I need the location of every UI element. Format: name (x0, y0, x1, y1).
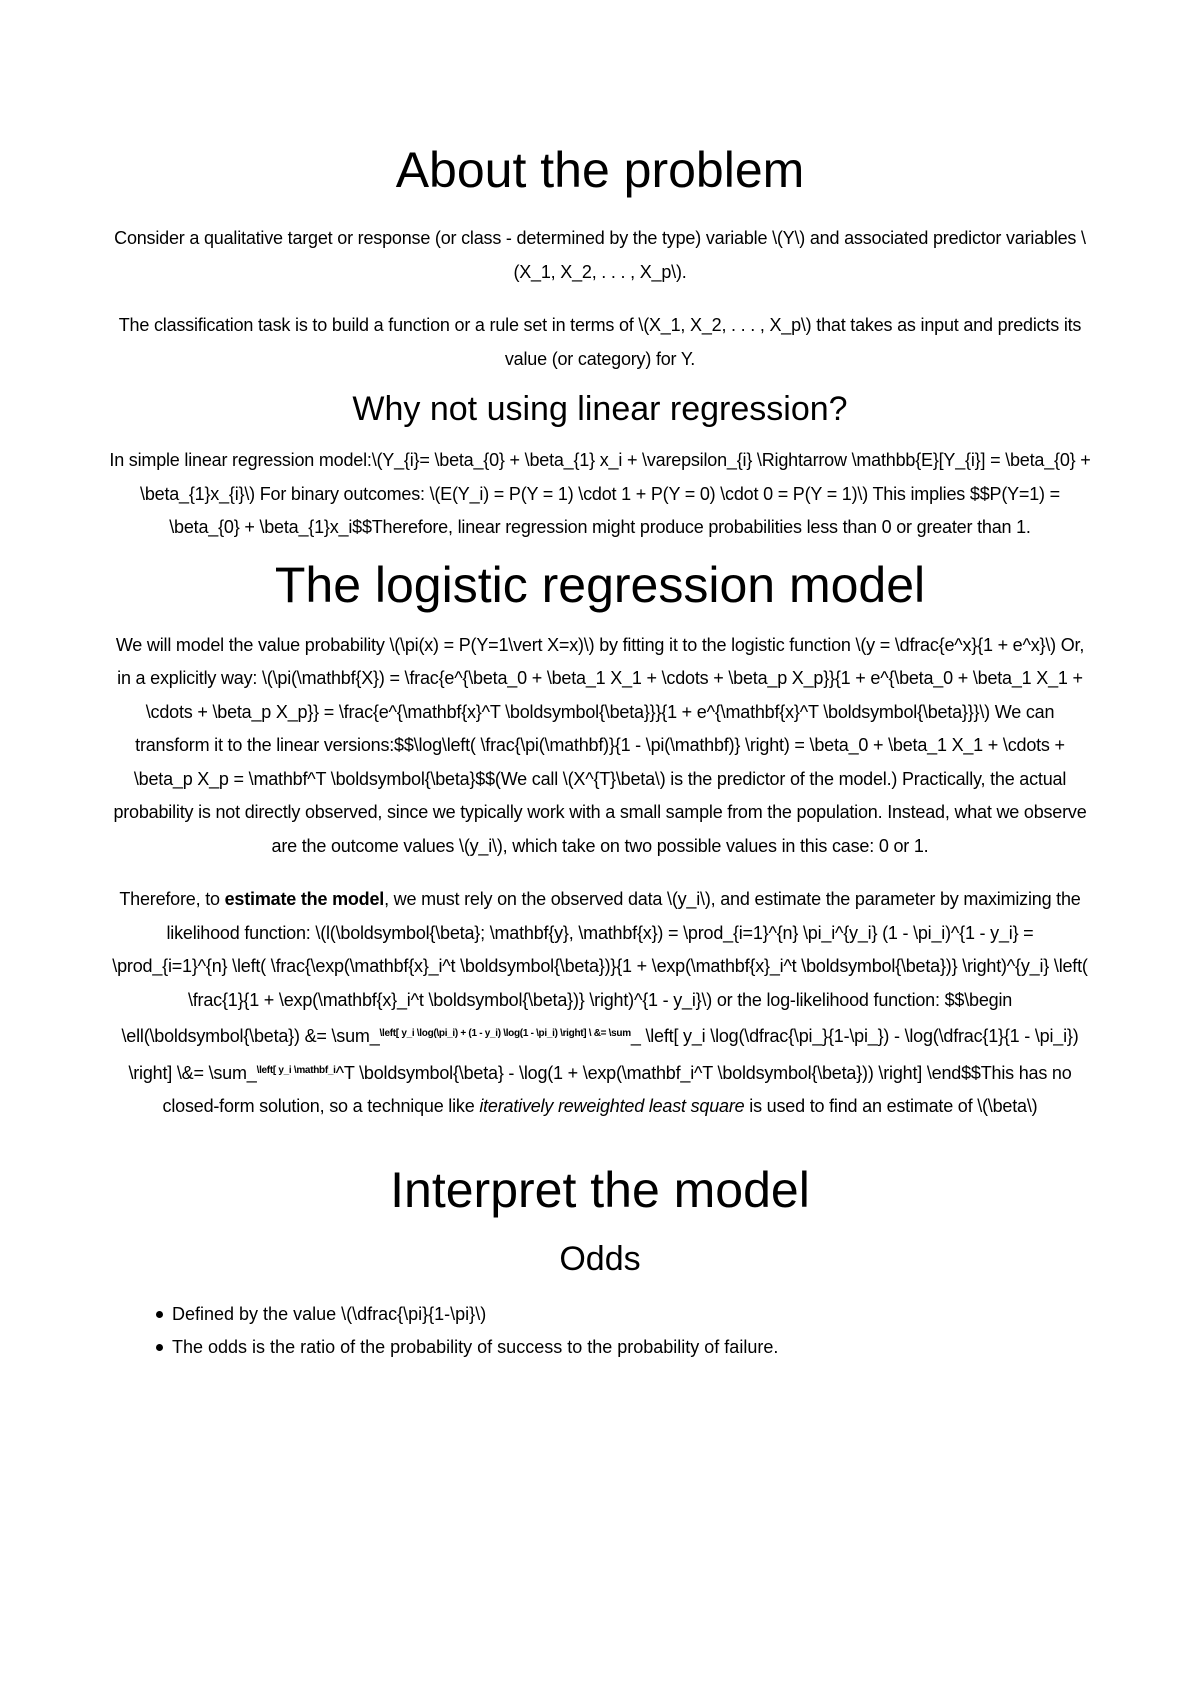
section-title-why-not: Why not using linear regression? (352, 390, 848, 428)
p2-text-after: is used to find an estimate of \(\beta\) (744, 1096, 1038, 1116)
odds-item-1: Defined by the value \(\dfrac{\pi}{1-\pi}\) (172, 1303, 487, 1324)
odds-item-2: The odds is the ratio of the probability of success to the probability of failure. (172, 1337, 779, 1357)
p2-text-c: ^T \boldsymbol{\beta} - \log(1 + \exp(\mathbf_i^T \boldsymbol{\beta})) \right] \end$$This has no closed-form solution, so a technique like (162, 1062, 1072, 1116)
p2-text-before: Therefore, to (119, 889, 225, 909)
logistic-paragraph-2 (108, 883, 1092, 1124)
p2-bold-text: estimate the model (224, 889, 385, 909)
odds-list (108, 1298, 1092, 1365)
section-title-interpret: Interpret the model (390, 1161, 810, 1218)
bullet-icon (156, 1311, 163, 1318)
p2-text-a: , we must rely on the observed data \(y_i\), and estimate the parameter by maximizing the likelihood function: \(l(\boldsymbol{\beta}; \mathbf{y}, \mathbf{x}) = \prod_{i=1}^{n} \pi_i^{y_i} (1 - \pi_i)^{1 - y_i} = \prod_{i=1}^{n} \left( \frac{\exp(\mathbf{x}_i^t \boldsymbol{\beta})}{1 + \exp(\mathbf{x}_i^t \boldsymbol{\beta})} \right)^{y_i} \left( \frac{1}{1 + \exp(\mathbf{x}_i^t \boldsymbol{\beta})} \right)^{1 - y_i}\) or the log-likelihood function: $$\begin \ell(\boldsymbol{\beta}) &= \sum_ (112, 889, 1088, 1046)
p2-text-b: _ \left[ y_i \log(\dfrac{\pi_}{1-\pi_}) - \log(\dfrac{1}{1 - \pi_i}) \right] \&= \sum_ (128, 1026, 1079, 1083)
why-not-paragraph: In simple linear regression model:\(Y_{i}= \beta_{0} + \beta_{1} x_i + \varepsilon_{i} \Rightarrow \mathbb{E}[Y_{i}] = \beta_{0} + \beta_{1}x_{i}\) For binary outcomes: \(E(Y_i) = P(Y = 1) \cdot 1 + P(Y = 0) \cdot 0 = P(Y = 1)\) This implies $$P(Y=1) = \beta_{0} + \beta_{1}x_i$$Therefore, linear regression might produce probabilities less than 0 or greater than 1. (109, 450, 1091, 537)
list-item (156, 1298, 1092, 1332)
section-title-about: About the problem (395, 142, 805, 198)
bullet-icon (156, 1344, 163, 1351)
p2-italic-text: iteratively reweighted least square (479, 1096, 745, 1116)
logistic-paragraph-1: We will model the value probability \(\pi(x) = P(Y=1\vert X=x)\) by fitting it to the logistic function \(y = \dfrac{e^x}{1 + e^x}\) Or, in a explicitly way: \(\pi(\mathbf{X}) = \frac{e^{\beta_0 + \beta_1 X_1 + \cdots + \beta_p X_p}}{1 + e^{\beta_0 + \beta_1 X_1 + \cdots + \beta_p X_p}} = \frac{e^{\mathbf{x}^T \boldsymbol{\beta}}}{1 + e^{\mathbf{x}^T \boldsymbol{\beta}}}\) We can transform it to the linear versions:$$\log\left( \frac{\pi(\mathbf)}{1 - \pi(\mathbf)} \right) = \beta_0 + \beta_1 X_1 + \cdots + \beta_p X_p = \mathbf^T \boldsymbol{\beta}$$(We call \(X^{T}\beta\) is the predictor of the model.) Practically, the actual probability is not directly observed, since we typically work with a small sample from the population. Instead, what we observe are the outcome values \(y_i\), which take on two possible values in this case: 0 or 1. (113, 634, 1087, 856)
subsection-title-odds: Odds (559, 1239, 641, 1278)
about-paragraph-2: The classification task is to build a function or a rule set in terms of \(X_1, X_2, . . . , X_p\) that takes as input and predicts its value (or category) for Y. (118, 315, 1082, 369)
section-title-logistic: The logistic regression model (274, 556, 926, 613)
about-paragraph-1: Consider a qualitative target or response (or class - determined by the type) variable \(Y\) and associated predictor variables \(X_1, X_2, . . . , X_p\). (114, 228, 1086, 282)
p2-small-subscript-2: \left[ y_i \mathbf_i (256, 1064, 336, 1076)
list-item (156, 1331, 1092, 1365)
p2-small-subscript-1: \left[ y_i \log(\pi_i) + (1 - y_i) \log(1 - \pi_i) \right] \ &= \sum (379, 1028, 631, 1039)
